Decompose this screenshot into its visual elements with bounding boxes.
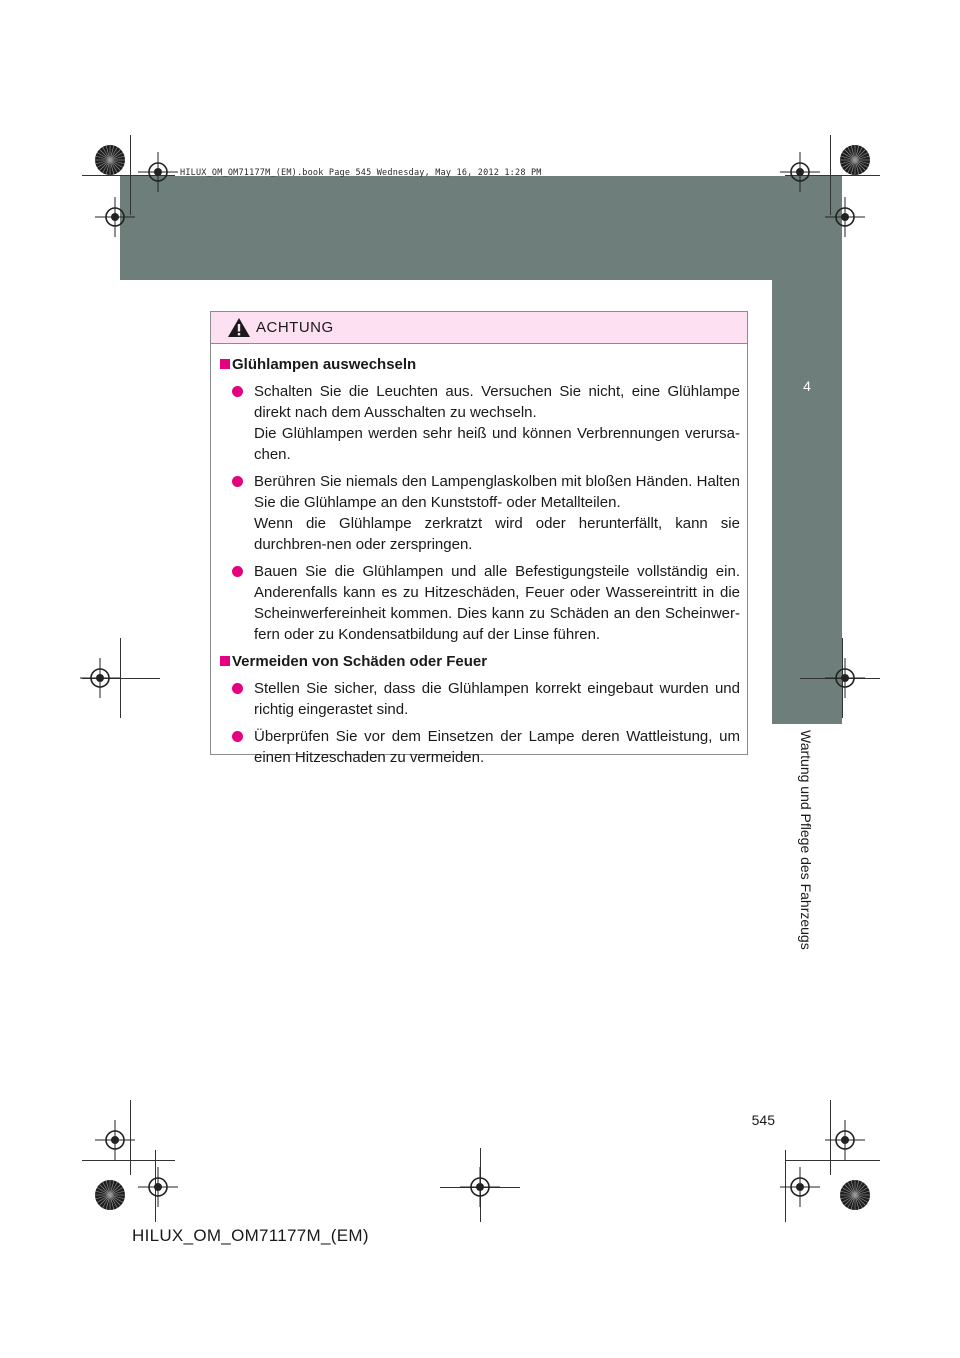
warning-bullet bbox=[232, 561, 740, 645]
square-bullet-icon bbox=[220, 359, 230, 369]
warning-bullet-text: Wenn die Glühlampe zerkratzt wird oder herunterfällt, kann sie durchbren-nen oder zerspringen. bbox=[254, 515, 740, 553]
warning-bullet-text: Stellen Sie sicher, dass die Glühlampen korrekt eingebaut wurden und richtig eingerastet sind. bbox=[254, 680, 740, 718]
circle-bullet-icon bbox=[232, 683, 243, 694]
warning-box bbox=[210, 311, 748, 766]
registration-crosshair-icon bbox=[138, 152, 178, 192]
warning-subheading-text: Vermeiden von Schäden oder Feuer bbox=[232, 653, 488, 670]
warning-triangle-icon bbox=[227, 317, 251, 338]
registration-crosshair-icon bbox=[825, 658, 865, 698]
document-code: HILUX_OM_OM71177M_(EM) bbox=[132, 1226, 369, 1245]
registration-crosshair-icon bbox=[780, 1167, 820, 1207]
warning-bullet-text: Schalten Sie die Leuchten aus. Versuchen Sie nicht, eine Glühlampe direkt nach dem Ausschalten zu wechseln. bbox=[254, 383, 740, 421]
circle-bullet-icon bbox=[232, 566, 243, 577]
registration-crosshair-icon bbox=[80, 658, 120, 698]
circle-bullet-icon bbox=[232, 476, 243, 487]
registration-sunburst-icon bbox=[839, 144, 871, 176]
registration-crosshair-icon bbox=[780, 152, 820, 192]
registration-crosshair-icon bbox=[95, 1120, 135, 1160]
circle-bullet-icon bbox=[232, 386, 243, 397]
warning-bullet bbox=[232, 471, 740, 555]
chapter-label: Wartung und Pflege des Fahrzeugs bbox=[798, 730, 814, 950]
chapter-number: 4 bbox=[803, 378, 811, 394]
chapter-label-vertical bbox=[770, 730, 842, 970]
page-number: 545 bbox=[751, 1112, 775, 1128]
crop-line bbox=[785, 1160, 880, 1161]
book-stamp: HILUX_OM_OM71177M_(EM).book Page 545 Wednesday, May 16, 2012 1:28 PM bbox=[180, 168, 542, 178]
registration-sunburst-icon bbox=[839, 1179, 871, 1211]
circle-bullet-icon bbox=[232, 731, 243, 742]
registration-crosshair-icon bbox=[825, 1120, 865, 1160]
warning-bullet-text: Berühren Sie niemals den Lampenglaskolben mit bloßen Händen. Halten Sie die Glühlampe an den Kunststoff- oder Metallteilen. bbox=[254, 473, 740, 511]
registration-sunburst-icon bbox=[94, 1179, 126, 1211]
warning-subheading bbox=[220, 651, 740, 672]
registration-crosshair-icon bbox=[138, 1167, 178, 1207]
warning-label: ACHTUNG bbox=[256, 319, 334, 336]
crop-line bbox=[82, 1160, 175, 1161]
warning-bullet-text: Überprüfen Sie vor dem Einsetzen der Lampe deren Wattleistung, um einen Hitzeschaden zu vermeiden. bbox=[254, 728, 740, 766]
warning-bullet-text: Die Glühlampen werden sehr heiß und können Verbrennungen verursa-chen. bbox=[254, 425, 740, 463]
registration-crosshair-icon bbox=[825, 197, 865, 237]
warning-bullet bbox=[232, 678, 740, 720]
registration-crosshair-icon bbox=[95, 197, 135, 237]
warning-header bbox=[211, 312, 747, 344]
registration-sunburst-icon bbox=[94, 144, 126, 176]
warning-bullet-text: Bauen Sie die Glühlampen und alle Befestigungsteile vollständig ein. Anderenfalls kann es zu Hitzeschäden, Feuer oder Wassereintritt in die Scheinwerfereinheit kommen. Dies kann zu Schäden an den Scheinwer-fern oder zu Kondensatbildung auf der Linse führen. bbox=[254, 563, 740, 643]
header-band bbox=[120, 176, 842, 280]
warning-subheading-text: Glühlampen auswechseln bbox=[232, 356, 417, 373]
square-bullet-icon bbox=[220, 656, 230, 666]
warning-bullet bbox=[232, 726, 740, 768]
warning-bullet bbox=[232, 381, 740, 465]
warning-body bbox=[211, 344, 747, 768]
warning-subheading bbox=[220, 354, 740, 375]
registration-crosshair-icon bbox=[460, 1167, 500, 1207]
